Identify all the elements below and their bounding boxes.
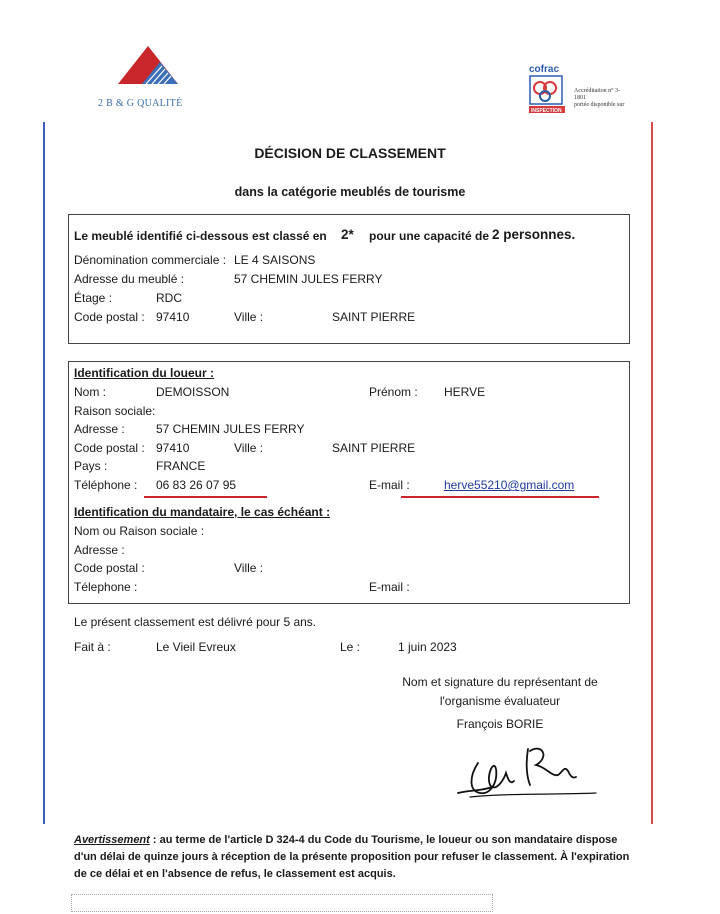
classement-intro: Le meublé identifié ci-dessous est classé en [74, 229, 327, 243]
loueur-tel-label: Téléphone : [74, 478, 138, 492]
mandataire-tel-label: Télephone : [74, 580, 138, 594]
document-title: DÉCISION DE CLASSEMENT [254, 145, 446, 161]
loueur-tel-value: 06 83 26 07 95 [156, 478, 237, 492]
accreditation-text: Accréditation n° 3- 1801 portée disponible sur [574, 88, 625, 108]
ville-label: Ville : [234, 310, 264, 324]
signature-title-line1: Nom et signature du représentant de [402, 675, 598, 689]
cofrac-brand-text: cofrac [529, 64, 560, 75]
date-value: 1 juin 2023 [398, 640, 457, 654]
fait-lieu: Le Vieil Evreux [156, 640, 236, 654]
loueur-heading: Identification du loueur : [74, 366, 214, 380]
mandataire-email-label: E-mail : [369, 580, 410, 594]
loueur-cp-value: 97410 [156, 441, 190, 455]
loueur-ville-label: Ville : [234, 441, 264, 455]
signature-title-line2: l'organisme évaluateur [439, 694, 561, 708]
validity-text: Le présent classement est délivré pour 5 ans. [74, 615, 317, 629]
fait-label: Fait à : [74, 640, 111, 654]
loueur-raison-label: Raison sociale: [74, 404, 156, 418]
etage-label: Étage : [74, 291, 113, 305]
cp-value: 97410 [156, 310, 190, 324]
warning-paragraph [74, 832, 634, 883]
denomination-label: Dénomination commerciale : [74, 253, 227, 267]
adresse-meuble-label: Adresse du meublé : [74, 272, 185, 286]
footer-field-box [71, 894, 493, 912]
mandataire-cp-label: Code postal : [74, 561, 145, 575]
identification-box [68, 361, 630, 604]
loueur-adresse-value: 57 CHEMIN JULES FERRY [156, 422, 305, 436]
signature-block [380, 673, 620, 734]
loueur-prenom-value: HERVE [444, 385, 486, 399]
date-label: Le : [340, 640, 361, 654]
company-logo-text: 2 B & G QUALITÉ [98, 98, 183, 109]
classement-stars: 2* [341, 227, 354, 242]
loueur-cp-label: Code postal : [74, 441, 145, 455]
handwritten-signature [450, 735, 600, 805]
loueur-adresse-label: Adresse : [74, 422, 125, 436]
cp-label: Code postal : [74, 310, 145, 324]
loueur-prenom-label: Prénom : [369, 385, 418, 399]
loueur-pays-label: Pays : [74, 459, 108, 473]
ville-value: SAINT PIERRE [332, 310, 416, 324]
loueur-pays-value: FRANCE [156, 459, 206, 473]
mandataire-adresse-label: Adresse : [74, 543, 125, 557]
loueur-email-label: E-mail : [369, 478, 410, 492]
classement-box [68, 214, 630, 344]
etage-value: RDC [156, 291, 182, 305]
loueur-ville-value: SAINT PIERRE [332, 441, 416, 455]
mandataire-heading: Identification du mandataire, le cas échéant : [74, 505, 331, 519]
email-red-underline [401, 496, 599, 498]
mandataire-nom-label: Nom ou Raison sociale : [74, 524, 205, 538]
adresse-meuble-value: 57 CHEMIN JULES FERRY [234, 272, 383, 286]
warning-text: : au terme de l'article D 324-4 du Code du Tourisme, le loueur ou son mandataire dispose d'un délai de quinze jours à réception de la présente proposition pour refuser le classement. À l'expiration de ce délai et en l'absence de refus, le classement est acquis. [74, 834, 630, 880]
document-subtitle: dans la catégorie meublés de tourisme [234, 185, 466, 199]
tel-red-underline [144, 496, 267, 498]
cofrac-sub-text: INSPECTION [531, 108, 562, 114]
loueur-nom-value: DEMOISSON [156, 385, 230, 399]
right-accent-line [651, 122, 653, 824]
mandataire-ville-label: Ville : [234, 561, 264, 575]
loueur-nom-label: Nom : [74, 385, 107, 399]
capacity-value: 2 personnes. [492, 227, 576, 242]
left-accent-line [43, 122, 45, 824]
loueur-email-link[interactable]: herve55210@gmail.com [444, 478, 575, 492]
cofrac-logo [528, 62, 566, 114]
warning-label: Avertissement [74, 834, 150, 846]
denomination-value: LE 4 SAISONS [234, 253, 316, 267]
capacity-intro: pour une capacité de [369, 229, 490, 243]
signatory-name: François BORIE [456, 717, 544, 731]
